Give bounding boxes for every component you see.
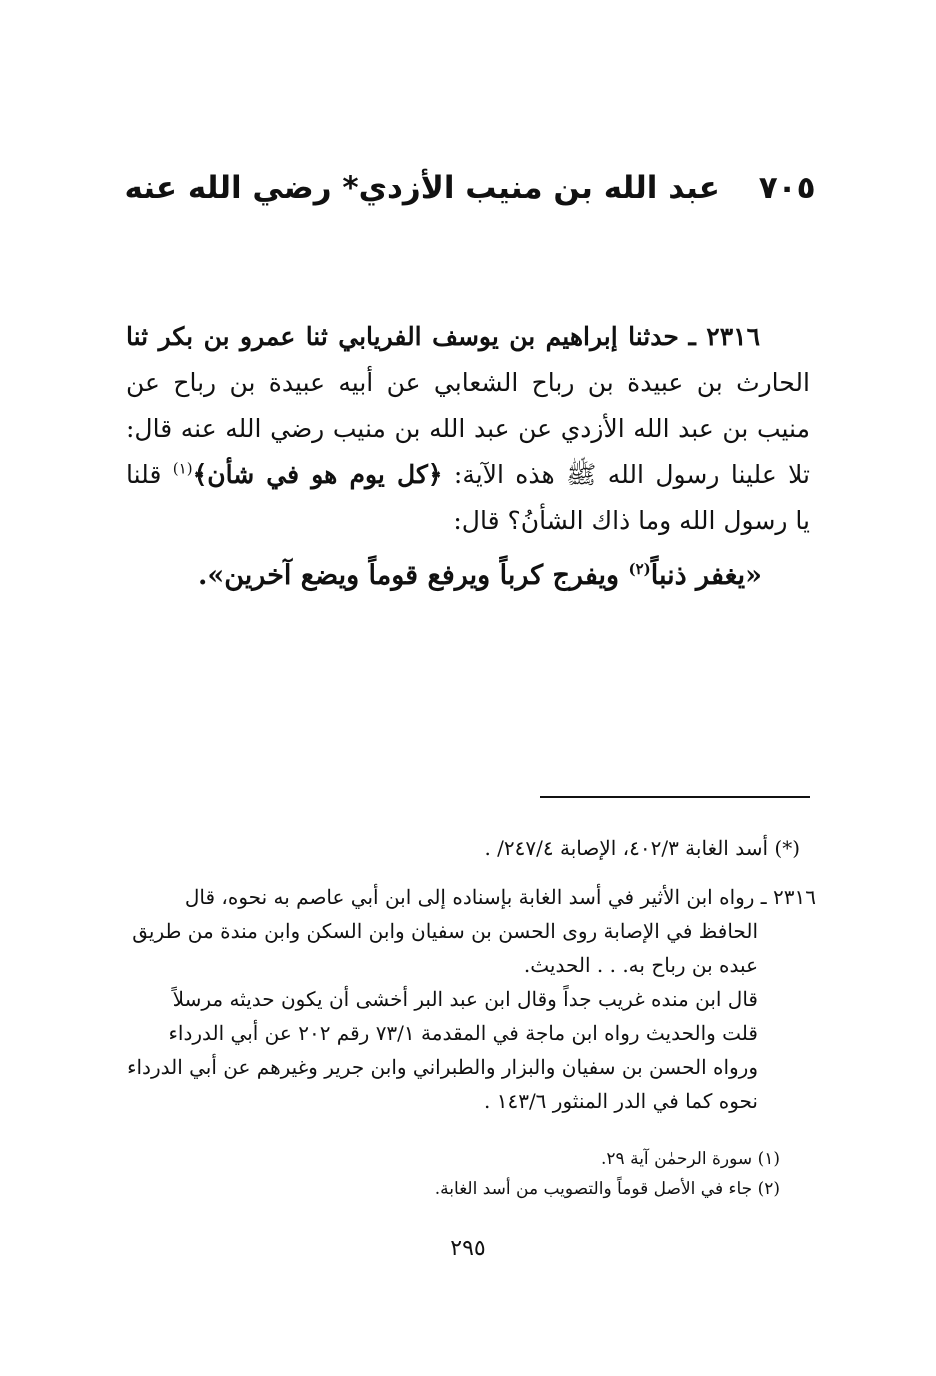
takhrij-line: ورواه الحسن بن سفيان والبزار والطبراني وابن جرير وغيرهم عن أبي الدرداء xyxy=(127,1055,758,1079)
entry-heading xyxy=(120,160,820,216)
page-number: ٢٩٥ xyxy=(450,1236,486,1261)
takhrij-line: الحافظ في الإصابة روى الحسن بن سفيان وابن السكن وابن مندة من طريق xyxy=(132,919,758,943)
takhrij-footnote xyxy=(126,880,816,1118)
saying-end: ويفرج كرباً ويرفع قوماً ويضع آخرين». xyxy=(197,560,620,591)
saying-start: «يغفر ذنباً xyxy=(650,560,763,591)
note-2: (٢) جاء في الأصل قوماً والتصويب من أسد الغابة. xyxy=(434,1179,780,1199)
numbered-notes xyxy=(300,1144,780,1204)
hadith-chain-start: حدثنا إبراهيم بن يوسف الفريابي ثنا عمرو بن بكر ثنا xyxy=(126,322,679,351)
hadith-number: ٢٣١٦ ـ xyxy=(688,322,761,351)
takhrij-line: ٢٣١٦ ـ رواه ابن الأثير في أسد الغابة بإسناده إلى ابن أبي عاصم به نحوه، قال xyxy=(184,885,816,909)
footnote-ref-1: (١) xyxy=(172,459,193,478)
entry-honorific: رضي الله عنه xyxy=(124,170,332,206)
prophetic-saying xyxy=(160,550,800,602)
takhrij-line: قال ابن منده غريب جداً وقال ابن عبد البر أخشى أن يكون حديثه مرسلاً xyxy=(172,987,758,1011)
quran-verse: ﴿كل يوم هو في شأن﴾ xyxy=(192,460,443,489)
entry-number: ٧٠٥ xyxy=(758,170,816,206)
takhrij-line: نحوه كما في الدر المنثور ١٤٣/٦ . xyxy=(484,1089,758,1113)
source-footnote: (*) أسد الغابة ٤٠٢/٣، الإصابة ٢٤٧/٤/ . xyxy=(484,836,800,860)
footnote-divider xyxy=(540,796,810,798)
entry-name: عبد الله بن منيب الأزدي* xyxy=(342,170,720,206)
footnote-ref-2: (٢) xyxy=(628,560,651,578)
hadith-line-5: يا رسول الله وما ذاك الشأنُ؟ قال: xyxy=(453,506,810,535)
hadith-line-4-end: قلنا xyxy=(126,460,162,489)
hadith-line-1 xyxy=(126,314,810,360)
hadith-text xyxy=(126,314,810,544)
hadith-line-3: منيب بن عبد الله الأزدي عن عبد الله بن منيب رضي الله عنه قال: xyxy=(126,414,810,443)
hadith-line-2: الحارث بن عبيدة بن رباح الشعابي عن أبيه عبيدة بن رباح عن xyxy=(126,368,810,397)
note-1: (١) سورة الرحمٰن آية ٢٩. xyxy=(601,1149,780,1169)
takhrij-line: عبده بن رباح به. . . الحديث. xyxy=(523,953,758,977)
takhrij-line: قلت والحديث رواه ابن ماجة في المقدمة ٧٣/١ رقم ٢٠٢ عن أبي الدرداء xyxy=(168,1021,758,1045)
hadith-line-4 xyxy=(126,452,810,498)
hadith-line-4-start: تلا علينا رسول الله ﷺ هذه الآية: xyxy=(453,460,811,489)
